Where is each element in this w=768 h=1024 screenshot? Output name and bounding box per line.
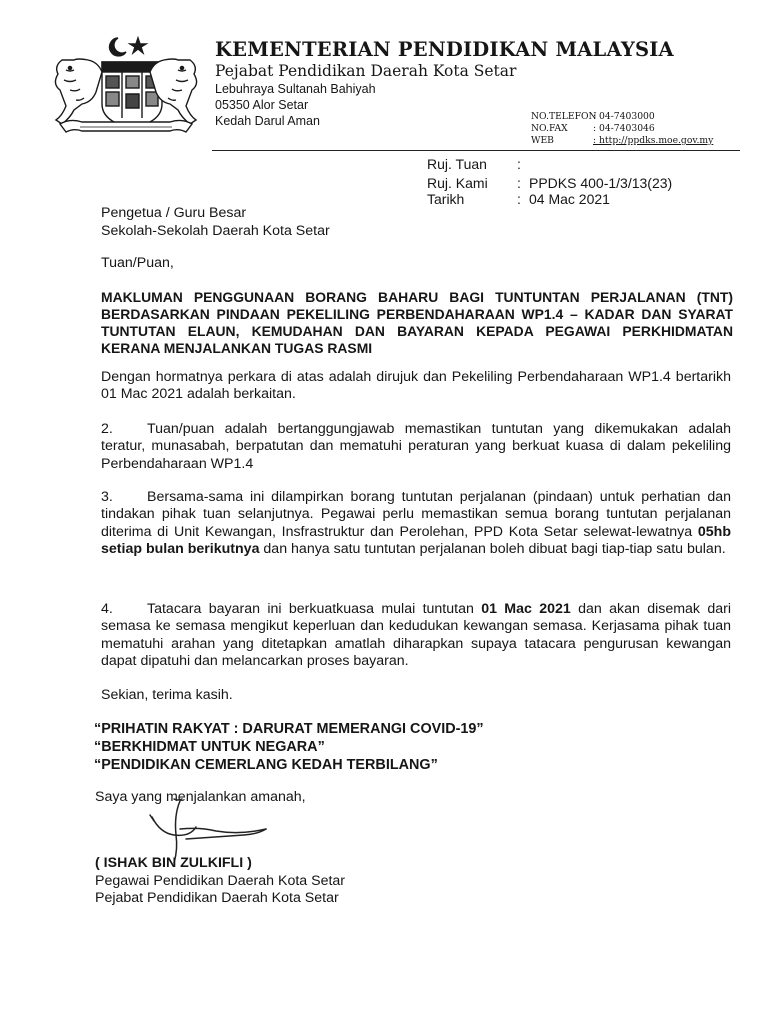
paragraph-4 <box>101 601 731 670</box>
address-line: Kedah Darul Aman <box>215 114 320 128</box>
paragraph-emphasis: 05hb setiap bulan berikutnya <box>101 523 731 557</box>
reference-date <box>427 191 610 207</box>
reference-kami-label: Ruj. Kami <box>427 175 488 191</box>
reference-colon: : <box>517 191 521 207</box>
paragraph-number: 4. <box>101 601 113 617</box>
letterhead-divider <box>212 150 740 151</box>
organization-name: KEMENTERIAN PENDIDIKAN MALAYSIA <box>215 38 674 61</box>
paragraph-3 <box>101 489 731 558</box>
office-name: Pejabat Pendidikan Daerah Kota Setar <box>215 62 517 80</box>
contact-fax <box>531 123 655 134</box>
paragraph-1: Dengan hormatnya perkara di atas adalah dirujuk dan Pekeliling Perbendaharaan WP1.4 bertarikh 01 Mac 2021 adalah berkaitan. <box>101 369 731 403</box>
paragraph-number: 3. <box>101 489 113 505</box>
reference-tuan <box>427 156 529 172</box>
reference-colon: : <box>517 175 521 191</box>
paragraph-number: 2. <box>101 421 113 437</box>
paragraph-2 <box>101 421 731 473</box>
telephone-label: NO.TELEFON <box>531 111 597 122</box>
contact-telephone <box>531 111 655 122</box>
closing-line: Sekian, terima kasih. <box>101 687 233 703</box>
date-label: Tarikh <box>427 191 465 207</box>
reference-kami <box>427 175 672 191</box>
reference-tuan-label: Ruj. Tuan <box>427 156 487 172</box>
contact-web <box>531 135 713 146</box>
letter-subject: MAKLUMAN PENGGUNAAN BORANG BAHARU BAGI TUNTUNTAN PERJALANAN (TNT) BERDASARKAN PINDAAN PEKELILING PERBENDAHARAAN WP1.4 – KADAR DAN SYARAT TUNTUTAN ELAUN, KEMUDAHAN DAN BAYARAN KEPADA PEGAWAI PERKHIDMATAN KERANA MENJALANKAN TUGAS RASMI <box>101 289 733 356</box>
salutation: Tuan/Puan, <box>101 255 174 271</box>
address-line: Lebuhraya Sultanah Bahiyah <box>215 82 376 96</box>
signer-title: Pegawai Pendidikan Daerah Kota Setar <box>95 873 346 889</box>
paragraph-text: Bersama-sama ini dilampirkan borang tuntutan perjalanan (pindaan) untuk perhatian dan tindakan pihak tuan selanjutnya. Pegawai perlu memastikan semua borang tuntutan perjalanan diterima di Unit Kewangan, Insfrastruktur dan Perolehan, PPD Kota Setar selewat-lewatnya <box>101 489 731 540</box>
recipient-line: Pengetua / Guru Besar <box>101 205 247 221</box>
paragraph-text: Tatacara bayaran ini berkuatkuasa mulai tuntutan <box>147 601 474 617</box>
web-label: WEB <box>531 135 554 146</box>
fax-label: NO.FAX <box>531 123 568 134</box>
paragraph-text: Tuan/puan adalah bertanggungjawab memastikan tuntutan yang dikemukakan adalah teratur, munasabah, berpatutan dan mematuhi peraturan yang berkuat kuasa di dalam pekeliling Perbendaharaan WP1.4 <box>101 421 731 472</box>
reference-colon: : <box>517 156 521 172</box>
signer-name: ( ISHAK BIN ZULKIFLI ) <box>95 855 252 871</box>
slogan: “PRIHATIN RAKYAT : DARURAT MEMERANGI COVID-19” <box>94 721 484 737</box>
signature-intro: Saya yang menjalankan amanah, <box>95 789 306 805</box>
recipient-line: Sekolah-Sekolah Daerah Kota Setar <box>101 223 330 239</box>
reference-kami-value: PPDKS 400-1/3/13(23) <box>529 175 673 191</box>
slogan: “BERKHIDMAT UNTUK NEGARA” <box>94 739 325 755</box>
malaysia-coat-of-arms-icon <box>40 32 212 144</box>
fax-value: : 04-7403046 <box>593 123 655 134</box>
address-line: 05350 Alor Setar <box>215 98 309 112</box>
telephone-value: : 04-7403000 <box>593 111 655 122</box>
paragraph-text: dan hanya satu tuntutan perjalanan boleh dibuat bagi tiap-tiap satu bulan. <box>263 540 726 557</box>
paragraph-text: dan akan disemak dari semasa ke semasa mengikut keperluan dan kedudukan kewangan semasa. Kerjasama pihak tuan mematuhi arahan yang ditetapkan amatlah diharapkan supaya tatacara pengurusan kewangan dapat dipatuhi dan melancarkan proses bayaran. <box>101 601 731 669</box>
paragraph-emphasis: 01 Mac 2021 <box>481 601 571 617</box>
signer-office: Pejabat Pendidikan Daerah Kota Setar <box>95 890 339 906</box>
web-link[interactable]: : http://ppdks.moe.gov.my <box>593 135 714 146</box>
slogan: “PENDIDIKAN CEMERLANG KEDAH TERBILANG” <box>94 757 438 773</box>
date-value: 04 Mac 2021 <box>529 191 610 207</box>
